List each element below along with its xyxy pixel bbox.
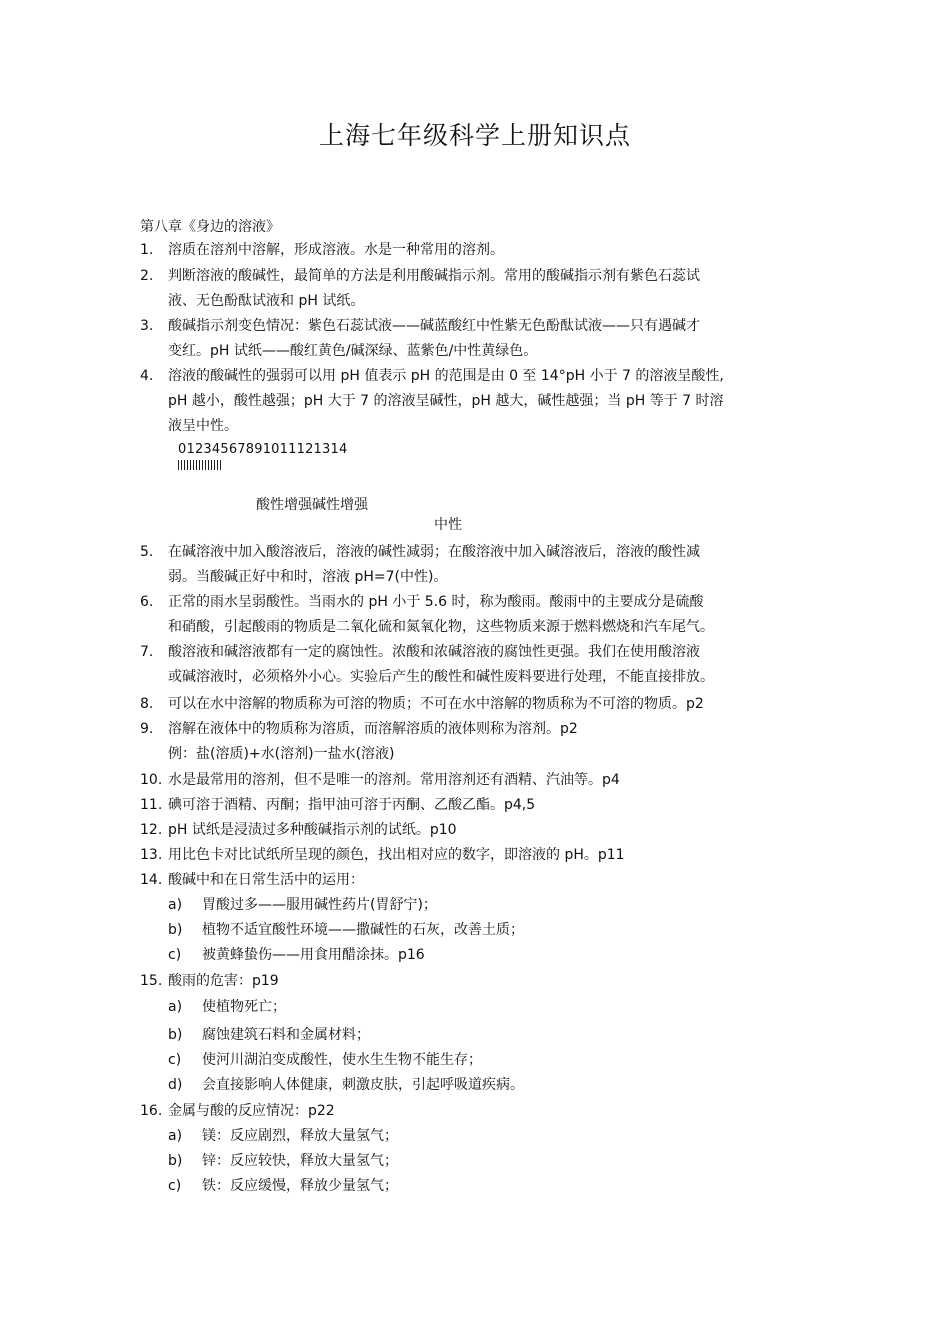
sub-item-text: 植物不适宜酸性环境——撒碱性的石灰，改善土质； bbox=[202, 922, 524, 938]
item-number: 12. bbox=[140, 822, 163, 838]
item-number: 14. bbox=[140, 872, 163, 888]
item-text: 溶质在溶剂中溶解，形成溶液。水是一种常用的溶剂。 bbox=[168, 242, 504, 258]
sub-item-letter: a) bbox=[168, 999, 183, 1015]
sub-item-text: 胃酸过多——服用碱性药片(胃舒宁)； bbox=[202, 897, 437, 913]
sub-item-letter: d) bbox=[168, 1077, 183, 1093]
sub-item-text: 铁：反应缓慢，释放少量氢气； bbox=[202, 1178, 398, 1194]
ph-neutral-label: 中性 bbox=[434, 517, 462, 533]
item-text: 可以在水中溶解的物质称为可溶的物质；不可在水中溶解的物质称为不可溶的物质。p2 bbox=[168, 696, 704, 712]
ph-acid-base-label: 酸性增强碱性增强 bbox=[256, 497, 368, 513]
item-text: 酸雨的危害：p19 bbox=[168, 973, 279, 989]
sub-item-letter: b) bbox=[168, 1027, 183, 1043]
item-number: 9. bbox=[140, 721, 154, 737]
example-text: 例：盐(溶质)+水(溶剂)一盐水(溶液) bbox=[168, 746, 395, 762]
item-number: 5. bbox=[140, 544, 154, 560]
item-text: 碘可溶于酒精、丙酮；指甲油可溶于丙酮、乙酸乙酯。p4,5 bbox=[168, 797, 536, 813]
sub-item-letter: c) bbox=[168, 1178, 182, 1194]
item-number: 1. bbox=[140, 242, 154, 258]
item-number: 11. bbox=[140, 797, 163, 813]
sub-item-text: 锌：反应较快，释放大量氢气； bbox=[202, 1153, 398, 1169]
item-text: 溶解在液体中的物质称为溶质，而溶解溶质的液体则称为溶剂。p2 bbox=[168, 721, 578, 737]
sub-item-text: 使植物死亡； bbox=[202, 999, 286, 1015]
item-text: 用比色卡对比试纸所呈现的颜色，找出相对应的数字，即溶液的 pH。p11 bbox=[168, 847, 625, 863]
sub-item-text: 被黄蜂蛰伤——用食用醋涂抹。p16 bbox=[202, 947, 425, 963]
sub-item-letter: b) bbox=[168, 922, 183, 938]
item-number: 15. bbox=[140, 973, 163, 989]
item-number: 16. bbox=[140, 1103, 163, 1119]
ph-scale-ticks bbox=[178, 460, 222, 470]
sub-item-letter: a) bbox=[168, 1128, 183, 1144]
item-number: 2. bbox=[140, 268, 154, 284]
sub-item-letter: a) bbox=[168, 897, 183, 913]
sub-item-letter: b) bbox=[168, 1153, 183, 1169]
chapter-heading: 第八章《身边的溶液》 bbox=[140, 219, 280, 235]
sub-item-text: 使河川湖泊变成酸性，使水生生物不能生存； bbox=[202, 1052, 482, 1068]
item-text: 金属与酸的反应情况：p22 bbox=[168, 1103, 335, 1119]
item-text: 水是最常用的溶剂，但不是唯一的溶剂。常用溶剂还有酒精、汽油等。p4 bbox=[168, 772, 620, 788]
item-text: 判断溶液的酸碱性，最简单的方法是利用酸碱指示剂。常用的酸碱指示剂有紫色石蕊试 液、无色酚酞试液和 pH 试纸。 bbox=[168, 268, 700, 309]
item-number: 6. bbox=[140, 594, 154, 610]
item-number: 3. bbox=[140, 318, 154, 334]
document-title: 上海七年级科学上册知识点 bbox=[318, 121, 631, 150]
sub-item-text: 镁：反应剧烈，释放大量氢气； bbox=[202, 1128, 398, 1144]
sub-item-text: 会直接影响人体健康，刺激皮肤，引起呼吸道疾病。 bbox=[202, 1077, 524, 1093]
item-number: 4. bbox=[140, 368, 154, 384]
item-text: 正常的雨水呈弱酸性。当雨水的 pH 小于 5.6 时，称为酸雨。酸雨中的主要成分是硫酸 和硝酸，引起酸雨的物质是二氧化硫和氮氧化物，这些物质来源于燃料燃烧和汽车尾气。 bbox=[168, 594, 714, 635]
ph-scale-numbers: 01234567891011121314 bbox=[178, 442, 348, 457]
sub-item-letter: c) bbox=[168, 1052, 182, 1068]
item-text: 在碱溶液中加入酸溶液后，溶液的碱性减弱；在酸溶液中加入碱溶液后，溶液的酸性减 弱。当酸碱正好中和时，溶液 pH=7(中性)。 bbox=[168, 544, 700, 585]
sub-item-letter: c) bbox=[168, 947, 182, 963]
sub-item-text: 腐蚀建筑石料和金属材料； bbox=[202, 1027, 370, 1043]
item-text: 酸碱指示剂变色情况：紫色石蕊试液——碱蓝酸红中性紫无色酚酞试液——只有遇碱才 变红。pH 试纸——酸红黄色/碱深绿、蓝紫色/中性黄绿色。 bbox=[168, 318, 700, 359]
item-number: 10. bbox=[140, 772, 163, 788]
item-text: 酸溶液和碱溶液都有一定的腐蚀性。浓酸和浓碱溶液的腐蚀性更强。我们在使用酸溶液 或碱溶液时，必须格外小心。实验后产生的酸性和碱性废料要进行处理，不能直接排放。 bbox=[168, 644, 714, 685]
item-text: pH 试纸是浸渍过多种酸碱指示剂的试纸。p10 bbox=[168, 822, 457, 838]
item-text: 酸碱中和在日常生活中的运用： bbox=[168, 872, 364, 888]
item-number: 13. bbox=[140, 847, 163, 863]
item-text: 溶液的酸碱性的强弱可以用 pH 值表示 pH 的范围是由 0 至 14°pH 小于 7 的溶液呈酸性, pH 越小，酸性越强；pH 大于 7 的溶液呈碱性，pH 越大，碱性越强；当 pH 等于 7 时溶 液呈中性。 bbox=[168, 368, 724, 434]
item-number: 7. bbox=[140, 644, 154, 660]
item-number: 8. bbox=[140, 696, 154, 712]
